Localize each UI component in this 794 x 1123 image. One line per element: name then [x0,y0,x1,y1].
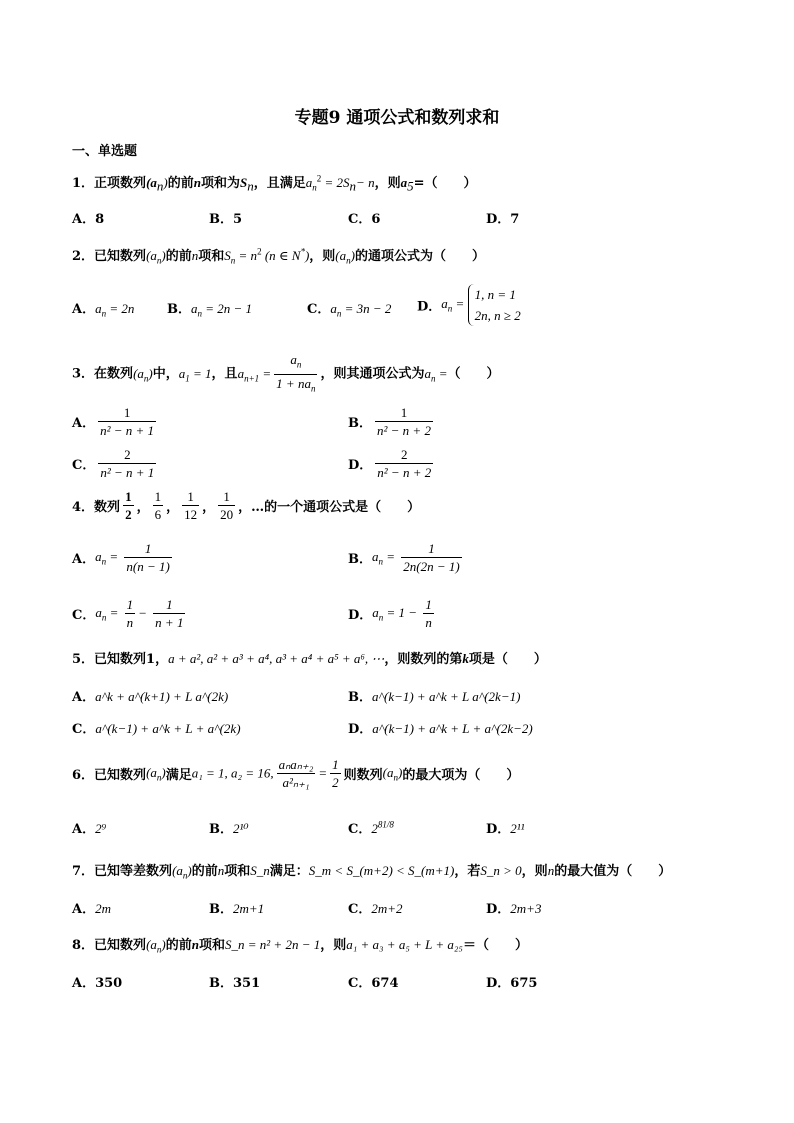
option-a[interactable]: A．a^k + a^(k+1) + L a^(2k) [72,689,229,705]
option-d[interactable]: D．7 [486,212,520,227]
question-number: 8． [72,938,95,953]
question-number: 2． [72,249,95,264]
option-a[interactable]: A．$a_n = 2n$ [72,301,135,319]
question-7: 7．已知等差数列$(a_n)$的前n项和S_n满足：S_m < S_(m+2) < S_(m+1)，若S_n > 0，则n的最大值为（ ） [72,863,672,881]
option-d[interactable]: D．a^(k−1) + a^k + L + a^(2k−2) [348,721,533,737]
question-number: 4． [72,500,95,515]
question-8: 8．已知数列$(a_n)$的前n项和S_n = n² + 2n − 1，则a₁ + a₃ + a₅ + L + a₂₅＝（ ） [72,937,528,955]
question-5: 5．已知数列1，a + a², a² + a³ + a⁴, a³ + a⁴ + a⁵ + a⁶, ⋯，则数列的第k项是（ ） [72,651,547,667]
option-d[interactable]: D．$a_n = 1$ − $\frac{1}{n}$ [348,597,432,630]
option-b[interactable]: B．2m+1 [209,901,265,917]
option-c[interactable]: C．$a_n = 3n - 2$ [307,301,392,319]
option-c[interactable]: C．6 [348,212,381,227]
question-number: 5． [72,652,95,667]
option-a[interactable]: A． $\frac{1}{\text{n² − n + 1}}$ [72,405,155,438]
option-c[interactable]: C．$a_n$ = $\frac{1}{n}$ − $\frac{1}{n + 1}$ [72,597,184,630]
option-a[interactable]: A．350 [72,976,123,991]
option-d[interactable]: D．2¹¹ [486,821,525,837]
question-2: 2．已知数列$(a_n)$的前n项和$S_n = n^2$ (n ∈ N*)，则$(a_n)$的通项公式为（ ） [72,246,485,266]
option-b[interactable]: B．351 [209,976,261,991]
question-1: 1．正项数列$(a_n)$的前n项和为$S_n$，且满足$a_n^2 = 2S_n- n$，则$a_5=$（ ） [72,173,477,194]
question-3: 3．在数列$(a_n)$中，$a_1 = 1$，且$a_{n+1}$ = $\frac{a_n}{1 + na_n}$ ，则其通项公式为$a_n$ =（ ） [72,352,500,394]
option-a[interactable]: A．2⁹ [72,821,107,837]
option-d[interactable]: D．675 [486,976,538,991]
option-d[interactable]: D． $\frac{2}{\text{n² − n + 2}}$ [348,447,432,480]
question-number: 1． [72,176,95,191]
question-4: 4．数列 $\frac{1}{2}$ ， $\frac{1}{6}$ ， $\frac{1}{12}$ ， $\frac{1}{20}$ ，…的一个通项公式是（ ） [72,489,421,522]
option-d[interactable]: D．$a_n$ = 1, n = 1 2n, n ≥ 2 [417,284,521,326]
option-a[interactable]: A．8 [72,212,105,227]
option-b[interactable]: B．$a_n = 2n - 1$ [167,301,253,319]
option-c[interactable]: C．$2^{81/8}$ [348,819,394,837]
option-c[interactable]: C．674 [348,976,399,991]
option-b[interactable]: B．a^(k−1) + a^k + L a^(2k−1) [348,689,521,705]
option-c[interactable]: C．a^(k−1) + a^k + L + a^(2k) [72,721,241,737]
question-number: 3． [72,366,95,382]
option-b[interactable]: B． $\frac{1}{\text{n² − n + 2}}$ [348,405,431,438]
option-b[interactable]: B．5 [209,212,243,227]
option-b[interactable]: B．2¹⁰ [209,821,249,837]
option-a[interactable]: A．$a_n$ = $\frac{1}{n(n - 1)}$ [72,541,170,574]
question-6: 6．已知数列$(a_n)$满足a₁ = 1, a₂ = 16, $\frac{\text{aₙaₙ₊₂}}{\text{a²ₙ₊₁}}$ = $\frac{1}{2}$ 则数列$(a_n)$的最大项为（ ） [72,757,520,790]
option-c[interactable]: C．2m+2 [348,901,403,917]
page-title: 专题9 通项公式和数列求和 [294,108,500,128]
section-heading: 一、单选题 [72,144,138,159]
option-a[interactable]: A．2m [72,901,111,917]
option-b[interactable]: B．$a_n$ = $\frac{1}{2n(2n - 1)}$ [348,541,460,574]
option-c[interactable]: C． $\frac{2}{\text{n² − n + 1}}$ [72,447,155,480]
question-number: 6． [72,768,95,783]
question-number: 7． [72,864,95,879]
option-d[interactable]: D．2m+3 [486,901,542,917]
